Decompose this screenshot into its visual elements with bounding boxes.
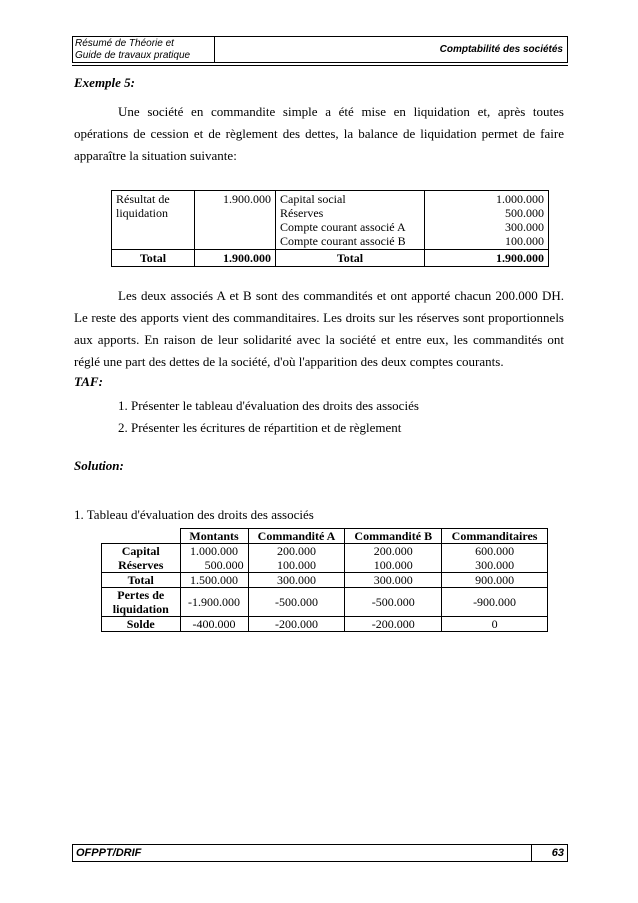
credit-label: Réserves <box>280 206 324 220</box>
cell-value: -900.000 <box>442 588 548 617</box>
cell-value: -200.000 <box>248 617 345 632</box>
montants-cell <box>180 544 248 573</box>
row-label-capital-reserves <box>102 544 181 573</box>
total-label-right: Total <box>276 250 425 267</box>
column-header: Commandité B <box>345 529 442 544</box>
cell-value: -400.000 <box>180 617 248 632</box>
debit-label-word2: liquidation <box>116 206 168 220</box>
cell-value: 900.000 <box>442 573 548 588</box>
table-row <box>102 617 548 632</box>
total-value-right: 1.900.000 <box>425 250 549 267</box>
cell-value: 300.000 <box>475 558 515 572</box>
cell-value: 500.000 <box>204 558 244 572</box>
cell-value: 1.500.000 <box>180 573 248 588</box>
row-label-reserves: Réserves <box>118 558 164 572</box>
row-label-capital: Capital <box>121 544 160 558</box>
cell-value: -500.000 <box>345 588 442 617</box>
commanditaires-cell <box>442 544 548 573</box>
cell-value: 100.000 <box>276 558 316 572</box>
credit-value: 100.000 <box>505 234 544 248</box>
cell-value: 200.000 <box>373 544 413 558</box>
commandite-b-cell <box>345 544 442 573</box>
page-number: 63 <box>532 844 568 862</box>
column-header: Commanditaires <box>442 529 548 544</box>
page-footer <box>72 844 568 862</box>
balance-total-row <box>112 250 549 267</box>
credit-label: Compte courant associé A <box>280 220 406 234</box>
example-intro-paragraph: Une société en commandite simple a été mise en liquidation et, après toutes opérations de cession et de règlement des dettes, la balance de liquidation permet de faire apparaître la situation suivante: <box>74 104 564 163</box>
cell-value: 200.000 <box>276 544 316 558</box>
cell-value: -1.900.000 <box>180 588 248 617</box>
taf-item: 1. Présenter le tableau d'évaluation des droits des associés <box>118 398 419 413</box>
debit-value-cell: 1.900.000 <box>195 191 276 250</box>
header-course-title-line2: Guide de travaux pratique <box>75 50 191 61</box>
example-title: Exemple 5: <box>74 75 136 90</box>
cell-value: 1.000.000 <box>190 544 239 558</box>
debit-label-cell <box>112 191 195 250</box>
row-label-total: Total <box>102 573 181 588</box>
credit-labels-cell <box>276 191 425 250</box>
solution-title: Solution: <box>74 458 124 473</box>
footer-organization: OFPPT/DRIF <box>72 844 532 862</box>
debit-label-word1: Résultat de <box>116 192 170 206</box>
table-header-row <box>102 529 548 544</box>
total-label-left: Total <box>112 250 195 267</box>
credit-label: Compte courant associé B <box>280 234 406 248</box>
associates-paragraph: Les deux associés A et B sont des commandités et ont apporté chacun 200.000 DH. Le reste des apports vient des commanditaires. Les droits sur les réserves sont proportionnels aux apports. En raison de leur solidarité avec la société et entre eux, les commandités ont réglé une part des dettes de la société, d'où l'apparition des deux comptes courants. <box>74 288 564 369</box>
column-header: Commandité A <box>248 529 345 544</box>
commandite-a-cell <box>248 544 345 573</box>
liquidation-balance-table <box>111 190 549 267</box>
cell-value: 100.000 <box>373 558 413 572</box>
credit-values-cell <box>425 191 549 250</box>
credit-value: 500.000 <box>505 206 544 220</box>
table-row <box>102 544 548 573</box>
cell-value: 0 <box>442 617 548 632</box>
evaluation-table-title: 1. Tableau d'évaluation des droits des associés <box>74 507 314 522</box>
cell-value: -500.000 <box>248 588 345 617</box>
credit-value: 1.000.000 <box>496 192 544 206</box>
total-value-left: 1.900.000 <box>195 250 276 267</box>
row-label-pertes <box>102 588 181 617</box>
row-label-pertes-line2: liquidation <box>112 602 169 616</box>
header-module-title: Comptabilité des sociétés <box>215 36 568 62</box>
cell-value: 300.000 <box>345 573 442 588</box>
table-row <box>102 588 548 617</box>
page-header <box>72 36 568 64</box>
column-header: Montants <box>180 529 248 544</box>
cell-value: -200.000 <box>345 617 442 632</box>
header-course-title-line1: Résumé de Théorie et <box>75 38 174 49</box>
rights-evaluation-table <box>101 528 548 632</box>
row-label-solde: Solde <box>102 617 181 632</box>
taf-title: TAF: <box>74 374 103 389</box>
taf-item: 2. Présenter les écritures de répartition et de règlement <box>118 420 402 435</box>
empty-corner-cell <box>102 529 181 544</box>
cell-value: 300.000 <box>248 573 345 588</box>
row-label-pertes-line1: Pertes de <box>117 588 165 602</box>
cell-value: 600.000 <box>475 544 515 558</box>
credit-label: Capital social <box>280 192 346 206</box>
header-divider <box>72 62 568 63</box>
table-row <box>102 573 548 588</box>
credit-value: 300.000 <box>505 220 544 234</box>
header-divider-double <box>72 65 568 66</box>
header-course-title <box>72 36 215 62</box>
